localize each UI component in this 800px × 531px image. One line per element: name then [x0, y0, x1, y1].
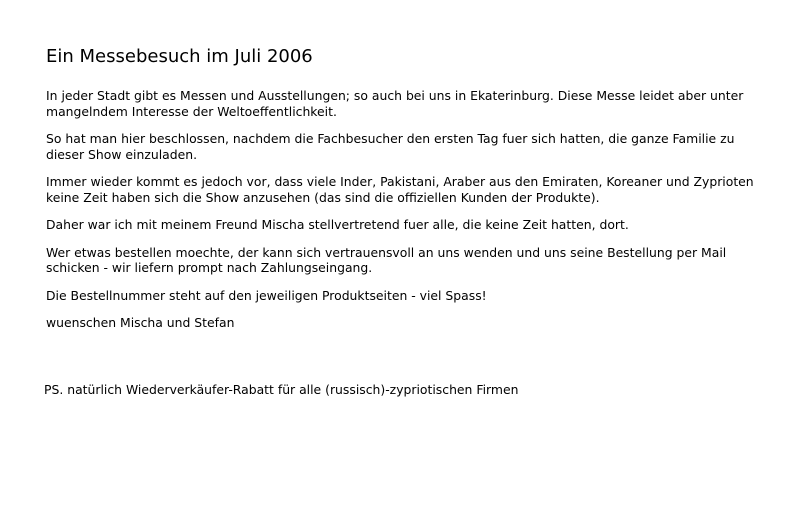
article-body	[46, 88, 771, 343]
postscript: PS. natürlich Wiederverkäufer-Rabatt für alle (russisch)-zypriotischen Firmen	[44, 382, 519, 397]
paragraph-order-number: Die Bestellnummer steht auf den jeweiligen Produktseiten - viel Spass!	[46, 287, 487, 303]
page-title: Ein Messebesuch im Juli 2006	[46, 46, 313, 67]
paragraph-intro: In jeder Stadt gibt es Messen und Ausstellungen; so auch bei uns in Ekaterinburg. Diese Messe leidet aber unter mangelndem Interesse der Weltoeffentlichkeit.	[46, 88, 744, 119]
paragraph-visit: Daher war ich mit meinem Freund Mischa stellvertretend fuer alle, die keine Zeit hatten, dort.	[46, 217, 629, 232]
paragraph-signature: wuenschen Mischa und Stefan	[46, 315, 235, 330]
paragraph-order: Wer etwas bestellen moechte, der kann sich vertrauensvoll an uns wenden und uns seine Bestellung per Mail schicken - wir liefern prompt nach Zahlungseingang.	[46, 244, 727, 275]
paragraph-invitation: So hat man hier beschlossen, nachdem die Fachbesucher den ersten Tag fuer sich hatten, die ganze Familie zu dieser Show einzuladen.	[46, 131, 735, 162]
paragraph-customers: Immer wieder kommt es jedoch vor, dass viele Inder, Pakistani, Araber aus den Emiraten, Koreaner und Zyprioten keine Zeit haben sich die Show anzusehen (das sind die offiziellen Kunden der Produkte).	[46, 174, 754, 205]
